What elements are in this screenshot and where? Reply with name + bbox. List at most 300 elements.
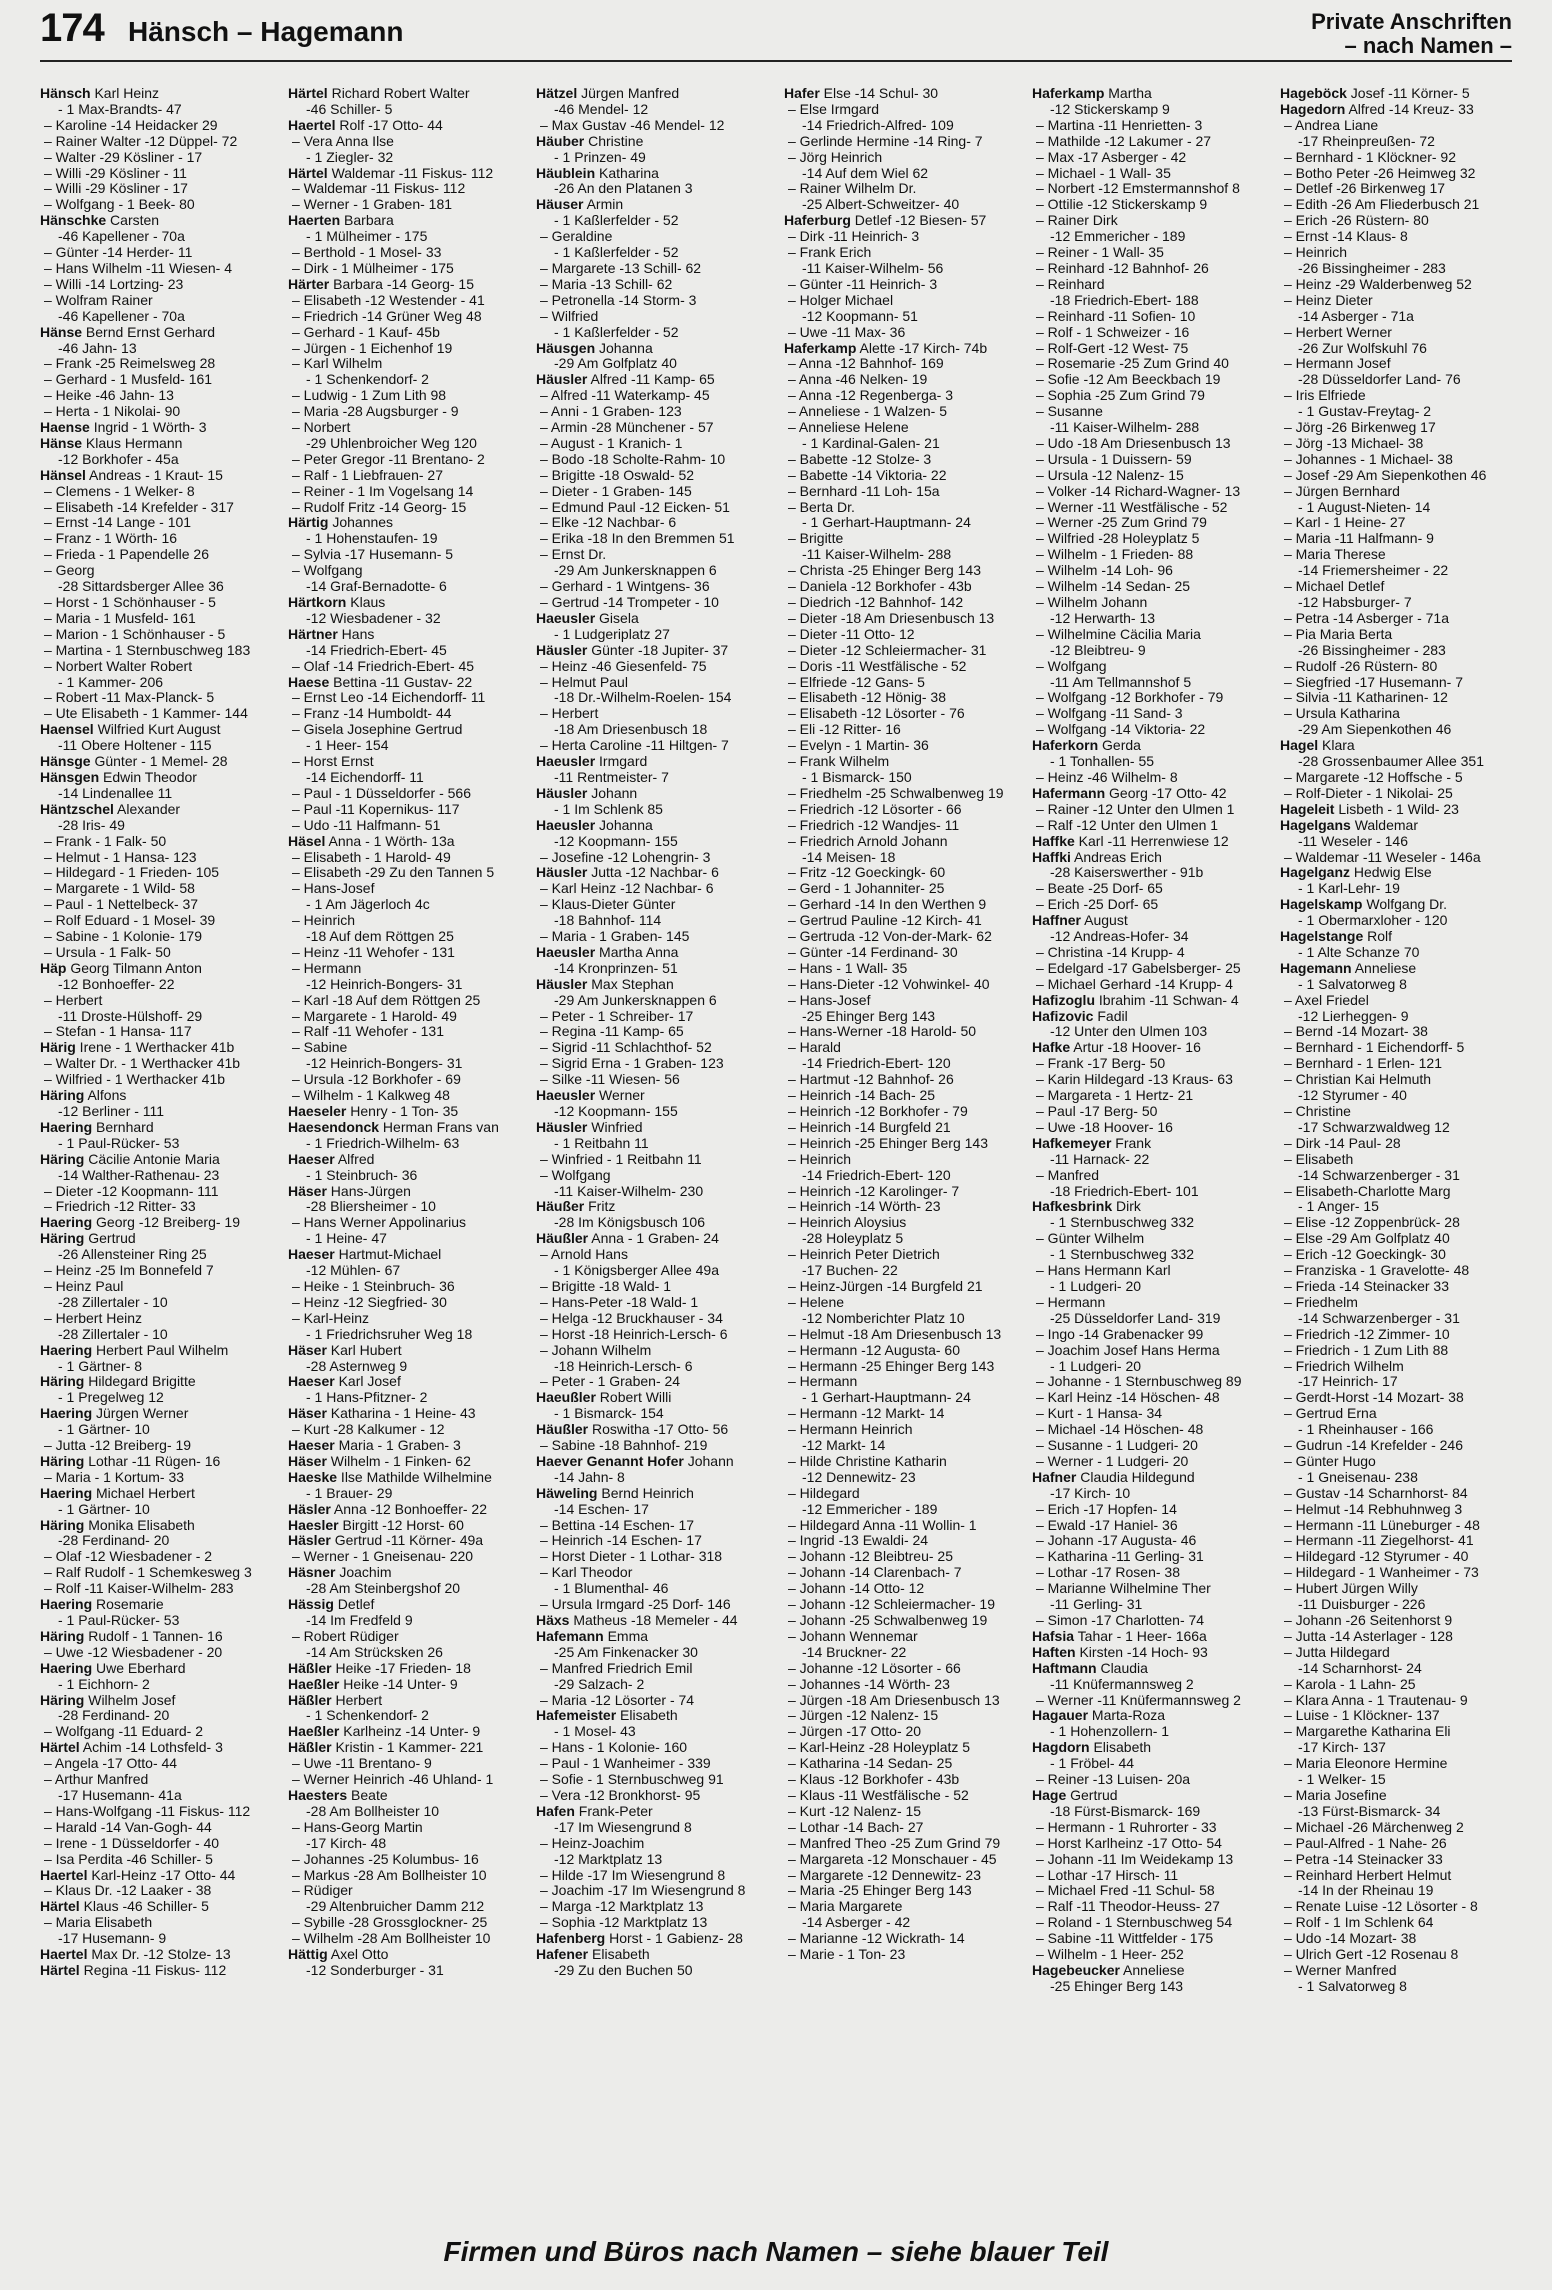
sub-entry: – Ralf -12 Unter den Ulmen 1 (1036, 817, 1219, 833)
address-continuation: -13 Fürst-Bismarck- 34 (1298, 1803, 1441, 1819)
sub-entry: – Rüdiger (292, 1883, 353, 1899)
surname: Häring (40, 1453, 85, 1469)
surname-entry (288, 595, 524, 611)
surname-entry (1032, 1470, 1268, 1486)
surname: Häser (288, 1183, 327, 1199)
address-continuation: - 1 Reitbahn 11 (554, 1135, 649, 1151)
surname: Hagedorn (1280, 101, 1346, 117)
address-continuation: -11 Gerling- 31 (1050, 1597, 1143, 1613)
page-name-range: Hänsch – Hagemann (128, 16, 404, 47)
entry-details: Bernd Ernst Gerhard (82, 324, 216, 340)
address-continuation: - 1 Hans-Pfitzner- 2 (306, 1390, 428, 1406)
surname: Hagel (1280, 738, 1319, 754)
entry-details: Karl-Heinz -17 Otto- 44 (87, 1867, 236, 1883)
sub-entry: – Wolfgang -12 Borkhofer - 79 (1036, 690, 1224, 706)
entry-details: Klara (1318, 738, 1355, 754)
sub-entry: – Frieda -14 Steinacker 33 (1284, 1278, 1449, 1294)
surname: Hätzel (536, 86, 578, 101)
sub-entry: – Helmut -18 Am Driesenbusch 13 (788, 1326, 1002, 1342)
surname: Haesendonck (288, 1119, 380, 1135)
sub-entry: – Peter Gregor -11 Brentano- 2 (292, 451, 485, 467)
address-continuation: -28 Zillertaler - 10 (58, 1326, 168, 1342)
surname: Hageböck (1280, 86, 1347, 101)
sub-entry: – Hildegard (788, 1485, 860, 1501)
sub-entry: – Hilde Christine Katharin (788, 1453, 947, 1469)
entry-details: Alfred (334, 1151, 375, 1167)
sub-entry: – Mathilde -12 Lakumer - 27 (1036, 133, 1212, 149)
sub-entry: – Diedrich -12 Bahnhof- 142 (788, 595, 964, 610)
sub-entry: – Margarete -12 Dennewitz- 23 (788, 1867, 981, 1883)
sub-entry: – Heinrich -14 Wörth- 23 (788, 1199, 941, 1215)
entry-details: Edwin Theodor (99, 769, 197, 785)
surname: Häßler (288, 1740, 332, 1756)
sub-entry: – Bernhard - 1 Klöckner- 92 (1284, 149, 1456, 165)
sub-entry: – Friedhelm -25 Schwalbenweg 19 (788, 785, 1004, 801)
sub-entry: – Friedrich -14 Grüner Weg 48 (292, 308, 482, 324)
surname-entry (40, 1486, 276, 1502)
sub-entry: – Günter -14 Ferdinand- 30 (788, 944, 958, 960)
page-number: 174 (40, 6, 104, 50)
entry-details: Ingrid - 1 Wörth- 3 (89, 420, 207, 436)
surname-entry (288, 1788, 524, 1804)
surname-entry (40, 1231, 276, 1247)
sub-entry: – Margarete - 1 Wild- 58 (44, 881, 195, 897)
sub-entry: – Armin -28 Münchener - 57 (540, 420, 714, 436)
address-continuation: -12 Mühlen- 67 (306, 1263, 401, 1279)
entry-details: Johanna (595, 817, 653, 833)
sub-entry: – Franz - 1 Wörth- 16 (44, 531, 178, 547)
sub-entry: – Christa -25 Ehinger Berg 143 (788, 563, 981, 579)
sub-entry: – Marianne Wilhelmine Ther (1036, 1581, 1211, 1597)
sub-entry: – Frank -25 Reimelsweg 28 (44, 356, 216, 372)
sub-entry: – Hilde -17 Im Wiesengrund 8 (540, 1867, 726, 1883)
sub-entry: – Hermann -11 Lüneburger - 48 (1284, 1517, 1480, 1533)
sub-entry: – Frank Wilhelm (788, 754, 890, 770)
sub-entry: – Brigitte -18 Wald- 1 (540, 1278, 671, 1294)
surname: Haeusler (536, 817, 596, 833)
address-continuation: -12 Emmericher - 189 (802, 1501, 938, 1517)
surname: Haesler (288, 1517, 339, 1533)
sub-entry: – Arthur Manfred (44, 1772, 149, 1788)
entry-details: Karl Hubert (326, 1342, 402, 1358)
sub-entry: – Sigrid -11 Schlachthof- 52 (540, 1040, 712, 1056)
surname-entry (536, 1231, 772, 1247)
address-continuation: - 1 Schenkendorf- 2 (306, 372, 429, 388)
sub-entry: – Hans Hermann Karl (1036, 1263, 1171, 1279)
entry-details: Andreas Erich (1070, 849, 1162, 865)
address-continuation: -11 Droste-Hülshoff- 29 (58, 1008, 203, 1024)
sub-entry: – Rolf Eduard - 1 Mosel- 39 (44, 913, 216, 929)
surname: Häublein (536, 165, 596, 181)
entry-details: Irene - 1 Werthacker 41b (75, 1040, 235, 1056)
entry-details: Achim -14 Lothsfeld- 3 (79, 1740, 223, 1756)
address-continuation: -28 Iris- 49 (58, 817, 125, 833)
entry-details: Armin (583, 197, 624, 213)
sub-entry: – Elisabeth -12 Westender - 41 (292, 292, 485, 308)
sub-entry: – Jutta Hildegard (1284, 1644, 1390, 1660)
address-continuation: - 1 Ludgeriplatz 27 (554, 626, 670, 642)
sub-entry: – Hans-Wolfgang -11 Fiskus- 112 (44, 1803, 251, 1819)
address-continuation: - 1 Kammer- 206 (58, 674, 164, 690)
sub-entry: – Anneliese - 1 Walzen- 5 (788, 404, 948, 420)
entry-details: Artur -18 Hoover- 16 (1070, 1040, 1201, 1056)
surname: Härig (40, 1040, 76, 1056)
entry-details: Anneliese (1119, 1962, 1185, 1978)
surname: Hafizoglu (1032, 992, 1095, 1008)
entry-details: Detlef (333, 1597, 375, 1613)
sub-entry: – Maria - 1 Musfeld- 161 (44, 610, 196, 626)
surname-entry (288, 1120, 524, 1136)
surname-entry (40, 1088, 276, 1104)
entry-details: August (1081, 913, 1128, 929)
sub-entry: – Hans-Peter -18 Wald- 1 (540, 1294, 699, 1310)
entry-details: Katharina (595, 165, 659, 181)
surname-entry (288, 675, 524, 691)
sub-entry: – Johann -26 Seitenhorst 9 (1284, 1613, 1453, 1628)
entry-details: Barbara (340, 213, 394, 229)
surname: Härtel (40, 1962, 80, 1978)
surname: Haeußler (536, 1390, 596, 1406)
sub-entry: – Wolfgang - 1 Beek- 80 (44, 197, 195, 213)
address-continuation: -29 Am Junkersknappen 6 (554, 992, 717, 1008)
sub-entry: – Sabine - 1 Kolonie- 179 (44, 929, 202, 945)
sub-entry: – Gustav -14 Scharnhorst- 84 (1284, 1485, 1468, 1501)
sub-entry: – Gerdt-Horst -14 Mozart- 38 (1284, 1390, 1464, 1406)
sub-entry: – Rudolf -26 Rüstern- 80 (1284, 658, 1438, 674)
sub-entry: – Max -17 Asberger - 42 (1036, 149, 1187, 165)
sub-entry: – Karl-Heinz (292, 1310, 370, 1326)
address-continuation: -25 Am Finkenacker 30 (554, 1644, 698, 1660)
sub-entry: – Beate -25 Dorf- 65 (1036, 881, 1163, 897)
surname-entry (1280, 102, 1512, 118)
sub-entry: – Wolfgang -14 Viktoria- 22 (1036, 722, 1206, 738)
surname-entry (288, 1565, 524, 1581)
entry-details: Fadil (1093, 1008, 1128, 1024)
sub-entry: – Georg (44, 563, 95, 579)
address-continuation: -12 Sonderburger - 31 (306, 1962, 444, 1978)
sub-entry: – Rolf - 1 Im Schlenk 64 (1284, 1915, 1434, 1931)
sub-entry: – Stefan - 1 Hansa- 117 (44, 1024, 192, 1040)
sub-entry: – Berta Dr. (788, 499, 855, 515)
sub-entry: – Hildegard - 1 Frieden- 105 (44, 865, 220, 881)
sub-entry: – Ursula -12 Nalenz- 15 (1036, 467, 1184, 483)
sub-entry: – Anneliese Helene (788, 420, 909, 436)
surname: Häser (288, 1453, 327, 1469)
address-continuation: -18 Bahnhof- 114 (554, 913, 662, 929)
surname-entry (40, 1597, 276, 1613)
surname: Häser (288, 1406, 327, 1422)
surname: Haense (40, 420, 90, 436)
sub-entry: – Erich -12 Goeckingk- 30 (1284, 1247, 1446, 1263)
surname-entry (288, 1152, 524, 1168)
surname: Hafsia (1032, 1628, 1075, 1644)
surname: Hafemeister (536, 1708, 617, 1724)
entry-details: Joachim (335, 1565, 392, 1581)
sub-entry: – Hermann (1036, 1294, 1106, 1310)
entry-details: Elisabeth (1089, 1740, 1152, 1756)
surname: Haering (40, 1406, 93, 1422)
address-continuation: -14 Am Strücksken 26 (306, 1644, 443, 1660)
address-continuation: - 1 Gärtner- 10 (58, 1501, 150, 1517)
sub-entry: – Udo -18 Am Driesenbusch 13 (1036, 435, 1231, 451)
sub-entry: – Winfried - 1 Reitbahn 11 (540, 1151, 702, 1167)
surname: Hagebeucker (1032, 1962, 1120, 1978)
entry-details: Karl -11 Herrenwiese 12 (1074, 833, 1229, 849)
surname-entry (288, 1454, 524, 1470)
surname: Härtel (40, 1899, 80, 1915)
sub-entry: – Gerhard -14 In den Werthen 9 (788, 897, 987, 913)
sub-entry: – Siegfried -17 Husemann- 7 (1284, 674, 1463, 690)
surname: Haferkamp (1032, 86, 1105, 101)
entry-details: Frank-Peter (574, 1803, 653, 1819)
sub-entry: – Norbert (292, 420, 351, 436)
entry-details: Richard Robert Walter (327, 86, 470, 101)
address-continuation: -11 Weseler - 146 (1298, 833, 1408, 849)
surname-entry (40, 1152, 276, 1168)
entry-details: Hans-Jürgen (326, 1183, 411, 1199)
entry-details: Maria - 1 Graben- 3 (334, 1438, 461, 1454)
surname-entry (1032, 1963, 1268, 1979)
entry-details: Johanna (595, 340, 653, 356)
entry-details: Jutta -12 Nachbar- 6 (587, 865, 719, 881)
surname: Hafermann (1032, 785, 1106, 801)
surname-entry (40, 722, 276, 738)
surname: Haeusler (536, 944, 596, 960)
sub-entry: – Rolf-Dieter - 1 Nikolai- 25 (1284, 785, 1453, 801)
sub-entry: – Hermann - 1 Ruhrorter - 33 (1036, 1819, 1217, 1835)
surname-entry (1032, 86, 1268, 102)
sub-entry: – Paul -11 Kopernikus- 117 (292, 801, 460, 817)
sub-entry: – Hans-Josef (788, 992, 871, 1008)
surname-entry (1032, 1708, 1268, 1724)
sub-entry: – Helmut -14 Rebhuhnweg 3 (1284, 1501, 1463, 1517)
surname: Haeusler (536, 610, 596, 626)
surname: Häser (288, 1342, 327, 1358)
section-title (1311, 10, 1512, 58)
address-continuation: -28 Holeyplatz 5 (802, 1231, 904, 1247)
entry-details: Alette -17 Kirch- 74b (856, 340, 988, 356)
sub-entry: – Hermann -11 Ziegelhorst- 41 (1284, 1533, 1474, 1549)
entry-details: Carsten (106, 213, 160, 229)
entry-details: Cäcilie Antonie Maria (84, 1151, 220, 1167)
surname-entry (1032, 1009, 1268, 1025)
sub-entry: – Doris -11 Westfälische - 52 (788, 658, 967, 674)
sub-entry: – Heinz -46 Giesenfeld- 75 (540, 658, 707, 674)
sub-entry: – Elisabeth-Charlotte Marg (1284, 1183, 1451, 1199)
sub-entry: – Hildegard -12 Styrumer - 40 (1284, 1549, 1469, 1565)
sub-entry: – Peter - 1 Schreiber- 17 (540, 1008, 694, 1024)
sub-entry: – Heinz-Jürgen -14 Burgfeld 21 (788, 1278, 983, 1294)
address-continuation: -12 Herwarth- 13 (1050, 610, 1156, 626)
sub-entry: – Wilhelm -14 Sedan- 25 (1036, 579, 1191, 595)
surname: Haertel (40, 1947, 88, 1963)
surname-entry (1032, 993, 1268, 1009)
sub-entry: – Robert Rüdiger (292, 1628, 399, 1644)
surname: Häsler (288, 1533, 331, 1549)
surname-entry (536, 818, 772, 834)
surname: Hänsge (40, 754, 91, 770)
entry-details: Birgitt -12 Horst- 60 (338, 1517, 464, 1533)
surname-entry (1032, 786, 1268, 802)
surname-entry (40, 436, 276, 452)
surname-entry (1032, 1645, 1268, 1661)
sub-entry: – Hermann -12 Augusta- 60 (788, 1342, 960, 1358)
address-continuation: - 1 Brauer- 29 (306, 1485, 393, 1501)
address-continuation: -46 Kapellener - 70a (58, 229, 185, 245)
surname: Hafemann (536, 1628, 604, 1644)
surname-entry (40, 420, 276, 436)
sub-entry: – Maria Elisabeth (44, 1915, 153, 1931)
sub-entry: – Renate Luise -12 Lösorter - 8 (1284, 1899, 1478, 1915)
sub-entry: – Sophia -12 Marktplatz 13 (540, 1915, 708, 1931)
sub-entry: – August - 1 Kranich- 1 (540, 435, 683, 451)
address-continuation: - 1 Kardinal-Galen- 21 (802, 435, 940, 451)
surname-entry (1032, 913, 1268, 929)
entry-details: Jürgen Manfred (577, 86, 680, 101)
sub-entry: – Heinrich -25 Ehinger Berg 143 (788, 1135, 989, 1151)
sub-entry: – Wolfram Rainer (44, 292, 153, 308)
surname: Hage (1032, 1787, 1067, 1803)
sub-entry: – Karin Hildegard -13 Kraus- 63 (1036, 1072, 1233, 1088)
sub-entry: – Ute Elisabeth - 1 Kammer- 144 (44, 706, 248, 722)
address-continuation: -17 Buchen- 22 (802, 1263, 898, 1279)
sub-entry: – Maria Josefine (1284, 1787, 1387, 1803)
sub-entry: – Babette -14 Viktoria- 22 (788, 467, 947, 483)
sub-entry: – Rainer Dirk (1036, 213, 1118, 229)
sub-entry: – Clemens - 1 Welker- 8 (44, 483, 195, 499)
sub-entry: – Wilhelm - 1 Frieden- 88 (1036, 547, 1194, 563)
surname: Häusler (536, 785, 588, 801)
surname: Häring (40, 1231, 85, 1247)
address-continuation: -18 Friedrich-Ebert- 101 (1050, 1183, 1199, 1199)
sub-entry: – Jürgen -17 Otto- 20 (788, 1724, 922, 1740)
address-continuation: -11 Obere Holtener - 115 (58, 738, 212, 754)
entry-details: Hartmut-Michael (334, 1247, 442, 1263)
surname-entry (288, 1533, 524, 1549)
sub-entry: – Reiner - 1 Im Vogelsang 14 (292, 483, 474, 499)
sub-entry: – Rolf-Gert -12 West- 75 (1036, 340, 1189, 356)
surname-entry (288, 627, 524, 643)
surname-entry (536, 754, 772, 770)
address-continuation: - 1 Blumenthal- 46 (554, 1581, 669, 1597)
address-continuation: -28 Sittardsberger Allee 36 (58, 579, 224, 595)
address-continuation: -17 Schwarzwaldweg 12 (1298, 1119, 1450, 1135)
sub-entry: – Ursula Irmgard -25 Dorf- 146 (540, 1597, 731, 1613)
surname-entry (1032, 850, 1268, 866)
surname: Haering (40, 1660, 93, 1676)
sub-entry: – Wilfried (540, 308, 599, 324)
surname-entry (288, 1724, 524, 1740)
sub-entry: – Ralf -11 Wehofer - 131 (292, 1024, 445, 1040)
sub-entry: – Heinrich (1284, 245, 1348, 261)
entry-details: Klaus -46 Schiller- 5 (79, 1899, 209, 1915)
surname: Häusgen (536, 340, 596, 356)
surname-entry (40, 1215, 276, 1231)
sub-entry: – Rolf -11 Kaiser-Wilhelm- 283 (44, 1581, 234, 1597)
address-continuation: -28 Am Steinbergshof 20 (306, 1581, 461, 1597)
sub-entry: – Elisabeth -12 Hönig- 38 (788, 690, 946, 706)
surname: Hafkemeyer (1032, 1135, 1112, 1151)
sub-entry: – Gerd - 1 Johanniter- 25 (788, 881, 945, 897)
sub-entry: – Maria -25 Ehinger Berg 143 (788, 1883, 972, 1899)
surname: Haeser (288, 1247, 335, 1263)
sub-entry: – Paul-Alfred - 1 Nahe- 26 (1284, 1835, 1447, 1851)
sub-entry: – Sigrid Erna - 1 Graben- 123 (540, 1056, 724, 1072)
sub-entry: – Johannes - 1 Michael- 38 (1284, 451, 1453, 467)
sub-entry: – Herbert Heinz (44, 1310, 143, 1326)
sub-entry: – Bernhard - 1 Erlen- 121 (1284, 1056, 1442, 1072)
sub-entry: – Else -29 Am Golfplatz 40 (1284, 1231, 1450, 1247)
surname-entry (536, 134, 772, 150)
surname-entry (288, 1438, 524, 1454)
address-continuation: - 1 Gärtner- 8 (58, 1358, 143, 1374)
surname-entry (40, 468, 276, 484)
sub-entry: – Lothar -17 Rosen- 38 (1036, 1565, 1180, 1581)
entry-details: Martha (1104, 86, 1152, 101)
surname: Härtel (288, 86, 328, 101)
address-continuation: - 1 Friedrichsruher Weg 18 (306, 1326, 473, 1342)
surname: Häsel (288, 833, 326, 849)
entry-details: Emma (603, 1628, 649, 1644)
sub-entry: – Margareta - 1 Hertz- 21 (1036, 1088, 1194, 1104)
sub-entry: – Walter -29 Kösliner - 17 (44, 149, 203, 165)
surname: Häntzschel (40, 801, 114, 817)
sub-entry: – Wilhelm -28 Am Bollheister 10 (292, 1931, 491, 1947)
sub-entry: – Sylvia -17 Husemann- 5 (292, 547, 454, 563)
address-continuation: -12 Bleibtreu- 9 (1050, 642, 1146, 658)
surname: Hagelganz (1280, 865, 1351, 881)
sub-entry: – Erich -25 Dorf- 65 (1036, 897, 1159, 913)
sub-entry: – Klaus-Dieter Günter (540, 897, 676, 913)
sub-entry: – Reinhard (1036, 276, 1105, 292)
surname-entry (288, 1406, 524, 1422)
surname: Häußler (536, 1231, 589, 1247)
sub-entry: – Heinz -25 Im Bonnefeld 7 (44, 1263, 214, 1279)
entry-details: Henry - 1 Ton- 35 (346, 1104, 459, 1119)
address-continuation: -14 Kronprinzen- 51 (554, 960, 678, 976)
directory-column-1 (40, 86, 276, 2196)
address-continuation: -12 Unter den Ulmen 103 (1050, 1024, 1208, 1040)
surname-entry (40, 754, 276, 770)
sub-entry: – Ingrid -13 Ewaldi- 24 (788, 1533, 929, 1549)
sub-entry: – Johann Wilhelm (540, 1342, 652, 1358)
sub-entry: – Manfred (1036, 1167, 1100, 1183)
sub-entry: – Hans-Georg Martin (292, 1819, 423, 1835)
sub-entry: – Hildegard - 1 Wanheimer - 73 (1284, 1565, 1479, 1581)
sub-entry: – Botho Peter -26 Heimweg 32 (1284, 165, 1476, 181)
surname-entry (536, 945, 772, 961)
address-continuation: -14 Asberger - 71a (1298, 308, 1414, 324)
address-continuation: - 1 Paul-Rücker- 53 (58, 1613, 180, 1628)
sub-entry: – Elisabeth -12 Lösorter - 76 (788, 706, 965, 722)
entry-details: Wilhelm - 1 Finken- 62 (326, 1453, 471, 1469)
entry-details: Gerda (1098, 738, 1141, 754)
sub-entry: – Elisabeth (1284, 1151, 1354, 1167)
address-continuation: -28 Am Bollheister 10 (306, 1803, 440, 1819)
sub-entry: – Uwe -12 Wiesbadener - 20 (44, 1644, 223, 1660)
entry-details: Horst - 1 Gabienz- 28 (605, 1931, 743, 1947)
surname: Hagdorn (1032, 1740, 1090, 1756)
sub-entry: – Helga -12 Bruckhauser - 34 (540, 1310, 723, 1326)
sub-entry: – Gudrun -14 Krefelder - 246 (1284, 1438, 1463, 1454)
address-continuation: -11 Am Tellmannshof 5 (1050, 674, 1192, 690)
entry-details: Gisela (595, 610, 639, 626)
address-continuation: -12 Heinrich-Bongers- 31 (306, 976, 463, 992)
sub-entry: – Herta Caroline -11 Hiltgen- 7 (540, 738, 729, 754)
surname-entry (288, 1247, 524, 1263)
address-continuation: -18 Fürst-Bismarck- 169 (1050, 1803, 1201, 1819)
sub-entry: – Hermann Josef (1284, 356, 1391, 372)
